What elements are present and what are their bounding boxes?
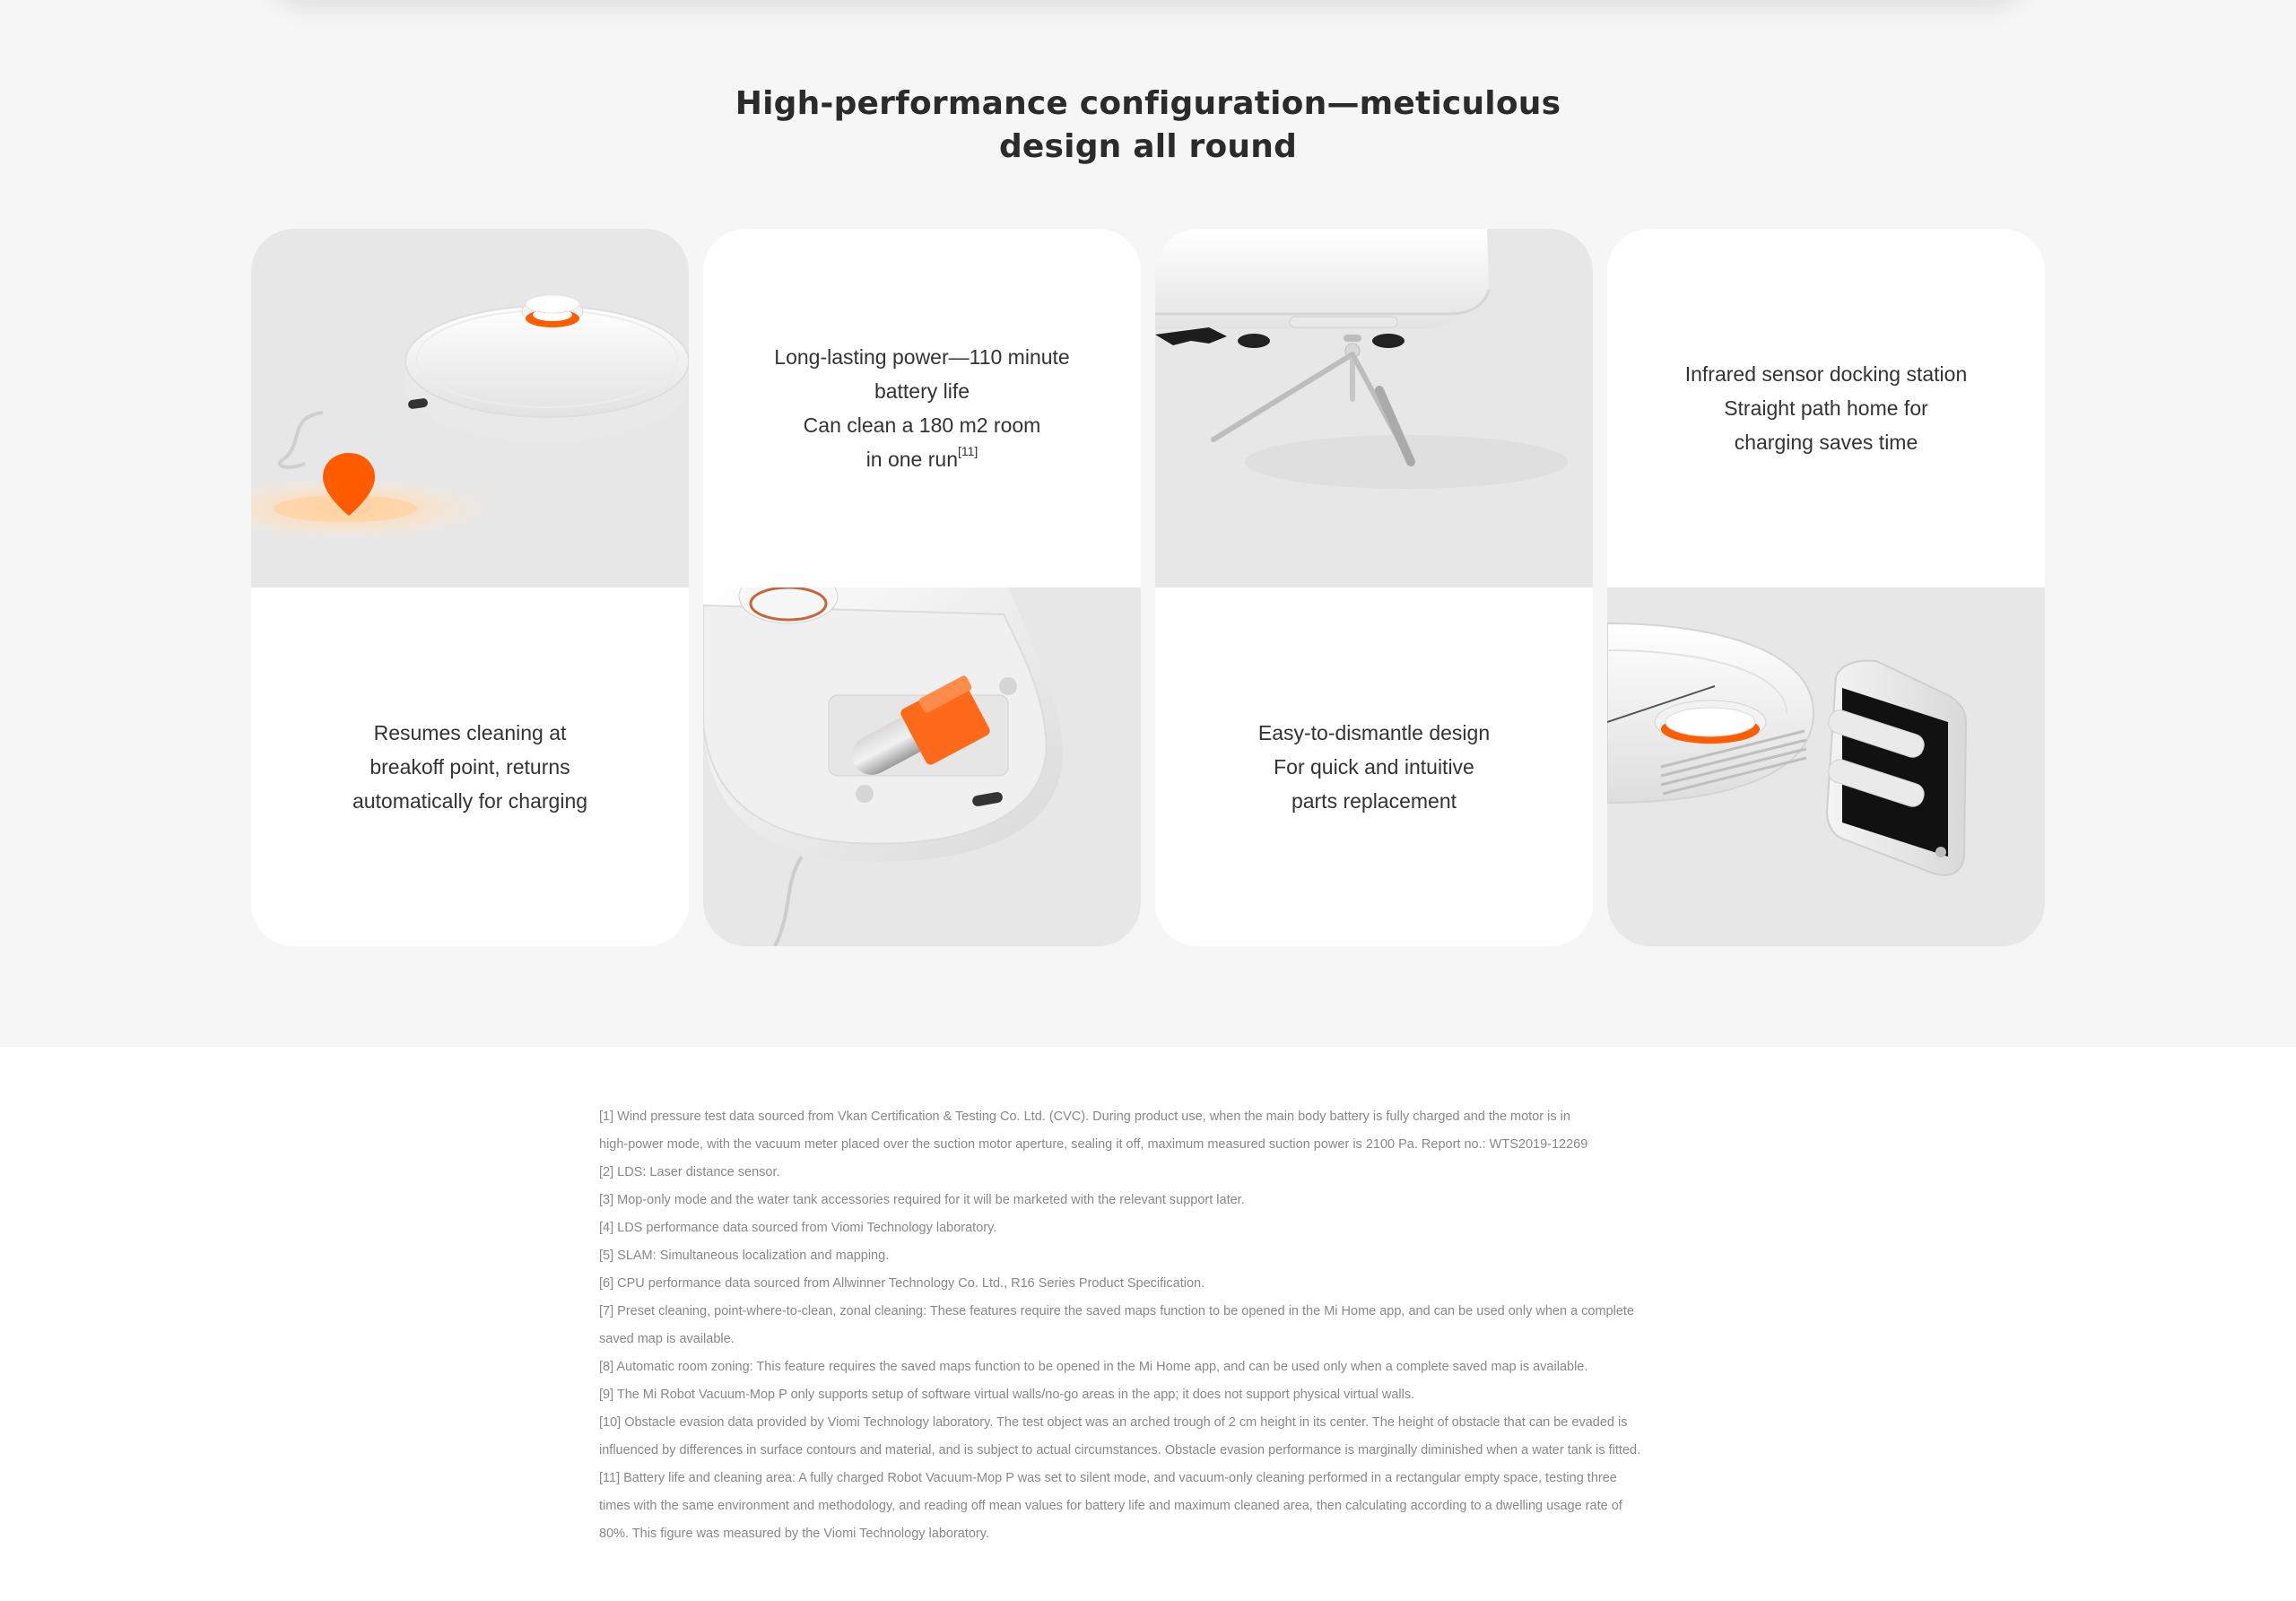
resume-feature-text: [352, 716, 587, 818]
dismantle-line-3: parts replacement: [1291, 789, 1457, 813]
battery-line-1: Long-lasting power—110 minute: [774, 345, 1070, 369]
docking-text-card: [1607, 229, 2045, 587]
docking-line-1: Infrared sensor docking station: [1684, 362, 1968, 386]
feature-grid: [251, 229, 2045, 946]
footnote-line: times with the same environment and methodology, and reading off mean values for battery life and maximum cleaned area, then calculating according to a dwelling usage rate of: [599, 1499, 1622, 1513]
docking-line-2: Straight path home for: [1724, 396, 1928, 420]
battery-text-card: [703, 229, 1141, 587]
resume-line-1: Resumes cleaning at: [373, 721, 567, 744]
footnote-line: [10] Obstacle evasion data provided by Viomi Technology laboratory. The test object was an arched trough of 2 cm height in its center. The height of obstacle that can be evaded is: [599, 1415, 1628, 1430]
section-headline: [0, 83, 2296, 169]
resume-line-2: breakoff point, returns: [370, 755, 570, 779]
feature-column-battery: [703, 229, 1141, 946]
headline-line-1: High-performance configuration—meticulous: [735, 85, 1561, 122]
footnotes: [599, 1103, 1711, 1548]
docking-line-3: charging saves time: [1734, 431, 1918, 454]
side-brush-image: [1155, 229, 1593, 587]
dismantle-line-1: Easy-to-dismantle design: [1257, 721, 1491, 744]
docking-station-illustration: [1607, 587, 2045, 946]
dismantle-line-2: For quick and intuitive: [1274, 755, 1474, 779]
robot-vacuum-illustration: [251, 229, 689, 587]
docking-feature-text: [1685, 357, 1968, 459]
footnote-line: [4] LDS performance data sourced from Viomi Technology laboratory.: [599, 1221, 997, 1235]
feature-column-dismantle: [1155, 229, 1593, 946]
footnote-line: high-power mode, with the vacuum meter placed over the suction motor aperture, sealing it off, maximum measured suction power is 2100 Pa. Report no.: WTS2019-12269: [599, 1137, 1588, 1152]
docking-station-image: [1607, 587, 2045, 946]
battery-feature-text: [774, 340, 1069, 476]
resume-line-3: automatically for charging: [352, 789, 588, 813]
footnote-line: [1] Wind pressure test data sourced from Vkan Certification & Testing Co. Ltd. (CVC). During product use, when the main body battery is fully charged and the motor is in: [599, 1109, 1570, 1124]
battery-line-2: battery life: [874, 379, 970, 403]
side-brush-illustration: [1155, 229, 1593, 587]
robot-pin-image: [251, 229, 689, 587]
footnote-line: [5] SLAM: Simultaneous localization and mapping.: [599, 1249, 890, 1263]
battery-line-4-text: in one run: [865, 448, 958, 471]
feature-column-resume: [251, 229, 689, 946]
footnote-line: [6] CPU performance data sourced from Allwinner Technology Co. Ltd., R16 Series Product Specification.: [599, 1276, 1205, 1291]
feature-column-docking: [1607, 229, 2045, 946]
battery-internal-image: [703, 587, 1141, 946]
footnote-line: [9] The Mi Robot Vacuum-Mop P only supports setup of software virtual walls/no-go areas in the app; it does not support physical virtual walls.: [599, 1388, 1415, 1402]
headline-line-2: design all round: [998, 128, 1298, 165]
footnote-line: influenced by differences in surface contours and material, and is subject to actual circumstances. Obstacle evasion performance is marginally diminished when a water tank is fitted.: [599, 1443, 1641, 1457]
footnote-line: saved map is available.: [599, 1332, 735, 1346]
battery-line-3: Can clean a 180 m2 room: [803, 413, 1041, 437]
footnote-line: 80%. This figure was measured by the Viomi Technology laboratory.: [599, 1527, 989, 1541]
footnote-line: [2] LDS: Laser distance sensor.: [599, 1165, 780, 1179]
footnote-line: [11] Battery life and cleaning area: A fully charged Robot Vacuum-Mop P was set to silent mode, and vacuum-only cleaning performed in a rectangular empty space, testing three: [599, 1471, 1617, 1485]
footnote-line: [3] Mop-only mode and the water tank accessories required for it will be marketed with the relevant support later.: [599, 1193, 1245, 1207]
footnote-ref-11[interactable]: [11]: [958, 444, 978, 458]
dismantle-text-card: [1155, 587, 1593, 946]
footnote-line: [8] Automatic room zoning: This feature requires the saved maps function to be opened in the Mi Home app, and can be used only when a complete saved map is available.: [599, 1360, 1588, 1374]
battery-line-4: [774, 442, 1069, 476]
battery-compartment-illustration: [703, 587, 1141, 946]
resume-text-card: [251, 587, 689, 946]
footnote-line: [7] Preset cleaning, point-where-to-clean, zonal cleaning: These features require the saved maps function to be opened in the Mi Home app, and can be used only when a complete: [599, 1304, 1634, 1318]
dismantle-feature-text: [1258, 716, 1490, 818]
